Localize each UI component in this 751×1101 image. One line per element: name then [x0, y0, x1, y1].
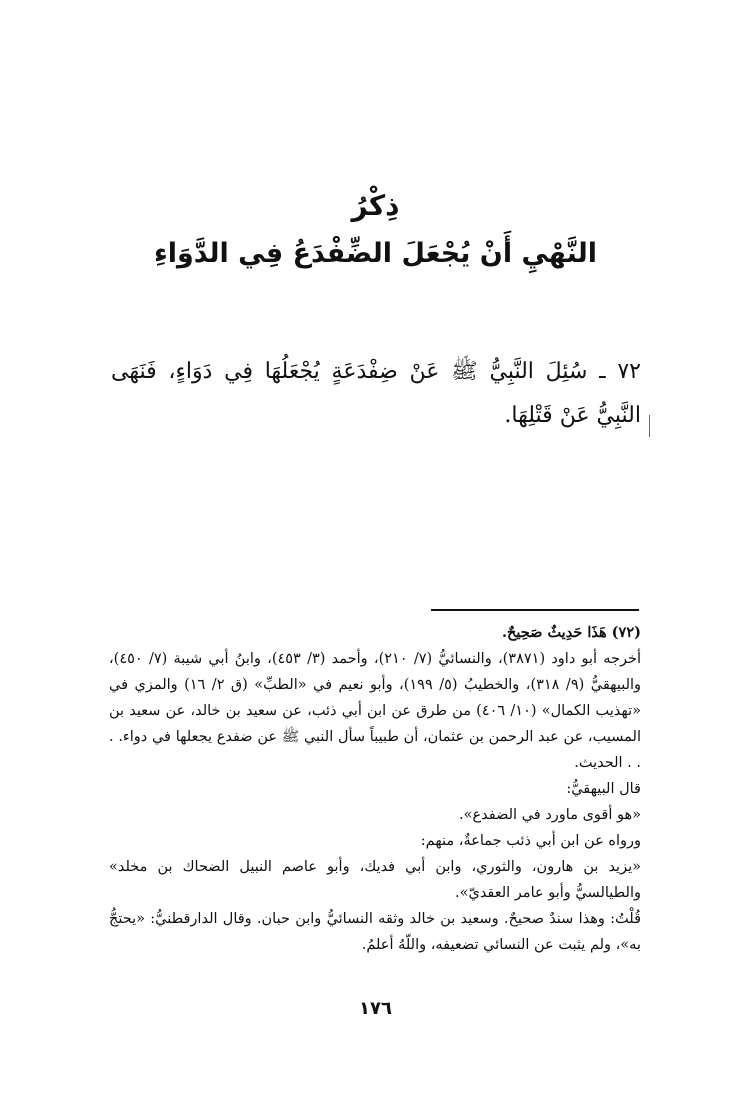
footnote-paragraph: قُلْتُ: وهذا سندٌ صحيحٌ. وسعيد بن خالد وثقه النسائيُّ وابن حبان. وقال الدارقطنيُّ: «يحتجُّ به»، ولم يثبت عن النسائي تضعيفه، واللّهُ أعلمُ. [109, 911, 641, 953]
footnote-paragraph: «يزيد بن هارون، والثوري، وابن أبي فديك، وأبو عاصم النبيل الضحاك بن مخلد» والطيالسيُّ وأبو عامر العقديّ». [109, 859, 641, 901]
footnote-paragraph: «هو أقوى ماورد في الضفدع». [458, 807, 641, 823]
footnote-separator [431, 609, 639, 611]
heading-line-2: النَّهْيِ أَنْ يُجْعَلَ الضِّفْدَعُ فِي الدَّوَاءِ [153, 238, 598, 269]
footnotes [109, 620, 641, 958]
page-number: ١٧٦ [359, 998, 392, 1019]
margin-mark [649, 415, 650, 437]
footnote-paragraph: قال البيهقيُّ: [566, 781, 641, 797]
footnote-paragraph: ورواه عن ابن أبي ذئب جماعةٌ، منهم: [420, 833, 641, 849]
footnote-paragraph: أخرجه أبو داود (٣٨٧١)، والنسائيُّ (٧/ ٢١٠)، وأحمد (٣/ ٤٥٣)، وابنُ أبي شيبة (٧/ ٤٥٠)، والبيهقيُّ (٩/ ٣١٨)، والخطيبُ (٥/ ١٩٩)، وأبو نعيم في «الطبِّ» (ق ٢/ ١٦) والمزي في «تهذيب الكمال» (١٠/ ٤٠٦) من طرق عن ابن أبي ذئب، عن سعيد بن خالد، عن سعيد بن المسيب، عن عبد الرحمن بن عثمان، أن طبيباً سأل النبي ﷺ عن ضفدع يجعلها في دواء. . . . الحديث. [109, 651, 642, 771]
hadith-text: ٧٢ ـ سُئِلَ النَّبِيُّ ﷺ عَنْ ضِفْدَعَةٍ يُجْعَلُهَا فِي دَوَاءٍ، فَنَهَى النَّبِيُّ عَنْ قَتْلِهَا. [111, 359, 641, 428]
heading-line-1: ذِكْرُ [351, 189, 400, 222]
footnote-heading: (٧٢) هَذَا حَدِيثٌ صَحِيحٌ. [501, 624, 641, 641]
chapter-heading [100, 182, 651, 278]
